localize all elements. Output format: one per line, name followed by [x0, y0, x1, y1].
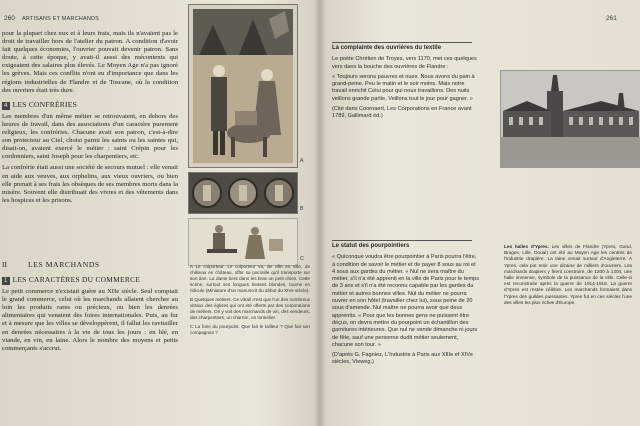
ypres-title: Les halles d'Ypres.: [504, 244, 549, 249]
tailors-source: (D'après G. Fagniez, L'Industrie à Paris aux XIIIe et XIVe siècles, Vieweg.): [332, 352, 473, 366]
part-title: LES MARCHANDS: [28, 260, 100, 269]
complaint-verse: « Toujours serons pauvres et nues. Nous avons du pain à grand-peine, Peu le matin et le soir moins. Mais notre travail enrichit Celui pour qui nous travaillons. Des nuits veillons grande partie, Veillons tout le jour pour gagner. »: [332, 73, 475, 102]
tailors-rule: [332, 240, 472, 241]
tailors-drawing: [189, 219, 297, 265]
complaint-rule: [332, 42, 472, 43]
ypres-text: Les villes de Flandre (Ypres, Gand, Bruges, Lille, Douai) ont été au Moyen Age les centres de l'industrie drapière. La laine venait surtout d'Angleterre. A Ypres, cela put tenir une dizaine de milliers d'ouvriers. Les marchands drapiers y firent construire, de 1200 à 1304, une halle immense, symbole de la puissance de la ville. Celle-ci est reconstruite après la guerre de 1914-1918. La guerre d'Ypres est restée célèbre. Les marchands formaient dans l'Ypres des guildes puissantes. Ypres fut en ces siècles l'une des villes les plus riches d'Europe.: [504, 244, 632, 305]
section-1-paragraph-1: Le petit commerce n'existait guère au XIIe siècle. Seul comptait le grand commerce, celui où les marchands allaient chercher au loin les produits rares ou précieux, ou bien les denrées alimentaires qui venaient des foires internationales. Puis, au fur et à mesure que les villes se développèrent, il fallut les ravitailler en denrées nécessaires à la vie de tous les jours : en blé, en viande, en vin, en laine. Alors le nombre des moyens et petits commerçants s'accrut.: [2, 288, 178, 352]
complaint-title: La complainte des ouvrières du textile: [332, 45, 442, 51]
complaint-source: (Cité dans Coornaert, Les Corporations en France avant 1789, Gallimard éd.): [332, 106, 472, 120]
section-4-heading: [2, 101, 178, 110]
left-page: [0, 0, 318, 426]
stained-glass-drawing: [189, 173, 297, 213]
figure-letter-b: B: [300, 206, 304, 212]
tailors-text: « Quiconque voudra être pourpointier à Paris pourra l'être, à condition de savoir le métier et de payer 8 sous au roi et 4 sous aux gardes du métier. « Nul ne sera maître du métier, s'il n'a été apprenti en la ville de Paris pour le temps de 3 ans et s'il n'a été reconnu capable par les gardes du métier et autres bonnes villes. Nul du métier ne pourra ouvrer en son hôtel (travailler chez lui), sous peine de 20 sous d'amende. Nul maître ne pourra avoir que deux apprentis. « Pour que les bonnes gens ne puissent être déçus, on devra mettre du pourpoint un échantillon des garnitures intérieures. Que nul ne vende dimanche ni jours de fête, sauf une personne dudit métier seulement, chacune son tour. »: [332, 254, 480, 348]
right-page-number: 261: [606, 15, 617, 22]
section-4-paragraph-1: Les membres d'un même métier se retrouvaient, en dehors des heures de travail, dans des associations d'un caractère purement religieux, les confréries. Chacune avait son patron, c'est-à-dire son protecteur au Ciel, choisi parmi les saints ou les saintes qui, disait-on, avaient exercé le métier : saint Crépin pour les cordonniers, saint Joseph pour les charpentiers, etc.: [2, 112, 178, 161]
ypres-side-note: [504, 244, 632, 306]
section-4-number: 4: [4, 102, 8, 109]
tailors-statute-box: [332, 240, 480, 370]
caption-a: A Le colporteur. Le colporteur va, de ville en ville, de château en château, offrir sa pacotille qu'il transporte sur son âne. La dame tient dans les bras un petit chien. Cette scène, surtout ses longues tresses blondes, tourne en ridicule (Miniature d'un manuscrit du début du XIVe siècle).: [190, 264, 310, 293]
figure-letter-a: A: [300, 158, 304, 164]
ypres-cloth-hall-photo: [500, 70, 640, 168]
captions-block: [190, 264, 310, 339]
caption-c: C La foire du pourpoint. Que fait le tailleur ? Que fait son compagnon ?: [190, 324, 310, 335]
left-page-number: 260: [4, 15, 15, 22]
peddler-miniature-drawing: [189, 5, 297, 167]
section-1-number: 1: [4, 278, 8, 284]
caption-b: B Quelques métiers. Ce vitrail n'est que l'un des nombreux vitraux des églises qui ont été offerts par des corporations de métiers. On y voit des marchands de vin, des vendeurs, des charpentiers, un charron, un tonnelier.: [190, 297, 310, 320]
illustration-peddler-miniature: [188, 4, 298, 168]
complaint-intro: Le poète Chrétien de Troyes, vers 1170, met ces quelques vers dans la bouche des ouvrières de Flandre :: [332, 56, 477, 70]
complaint-box: [332, 42, 480, 124]
left-running-head: ARTISANS ET MARCHANDS: [22, 16, 100, 22]
part-numeral: II: [2, 260, 7, 269]
left-text-column-2: [2, 276, 178, 356]
cloth-hall-drawing: [501, 71, 640, 167]
intro-paragraph: pour la plupart chez eux et à leurs frais, mais ils n'avaient pas le droit de travailler hors de l'atelier du patron. A condition d'avoir fait quelques économies, l'ouvrier pouvait devenir patron. Sans doute, à cette époque, y avait-il aussi des mécontents qui exigeaient des salaires plus élevés. Le Moyen Age n'a pas ignoré les grèves. Mais ces conflits n'ont eu d'importance que dans les régions industrielles de Flandre et de Toscane, où la condition des ouvriers était très dure.: [2, 30, 178, 94]
figure-letter-c: C: [300, 256, 304, 262]
tailors-title: Le statut des pourpointiers: [332, 243, 410, 249]
illustration-tailors: [188, 218, 298, 266]
section-4-title: LES CONFRÉRIES: [12, 99, 78, 109]
left-text-column: [2, 30, 178, 208]
right-page: [322, 0, 640, 426]
illustration-stained-glass: [188, 172, 298, 214]
section-1-heading: [2, 276, 178, 285]
section-4-paragraph-2: La confrérie était aussi une société de secours mutuel : elle venait en aide aux veuves, aux orphelins, aux vieux ouvriers, ou bien elle prenait à ses frais les obsèques de ses membres morts dans la misère. Souvent elle distribuait des vivres et des vêtements dans les hospices et les prisons.: [2, 164, 178, 204]
section-1-title: LES CARACTÈRES DU COMMERCE: [12, 275, 141, 284]
